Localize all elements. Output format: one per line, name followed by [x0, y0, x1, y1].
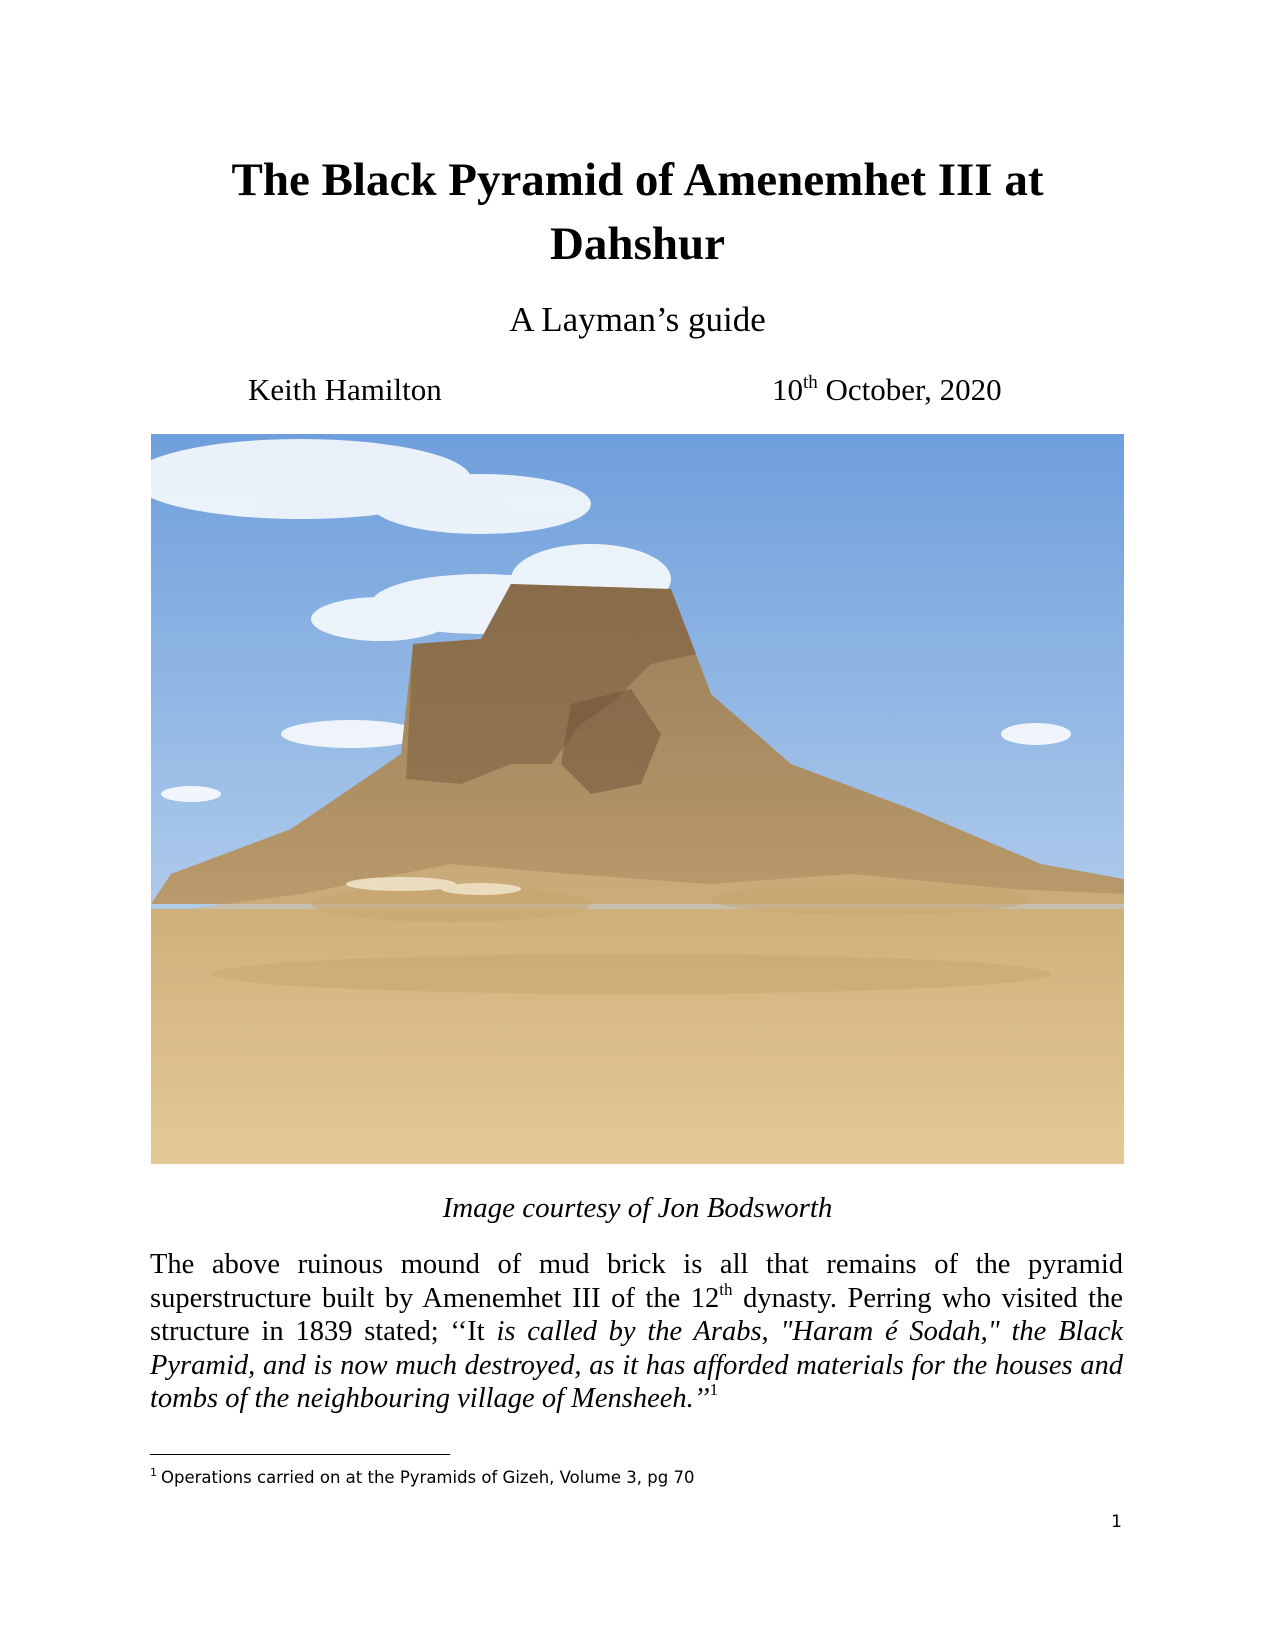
document-title: The Black Pyramid of Amenemhet III at Dahshur — [231, 154, 1044, 270]
footnote-separator — [150, 1454, 450, 1455]
pyramid-photo — [151, 434, 1124, 1164]
publication-date — [772, 370, 1002, 410]
body-paragraph — [150, 1248, 1123, 1416]
page-number: 1 — [1111, 1512, 1122, 1532]
date-rest: October, 2020 — [817, 372, 1002, 407]
paragraph-text-middle: dynasty. Perring who visited the structure in 1839 stated; ‘‘It — [150, 1282, 1123, 1348]
perring-quote: is called by the Arabs, "Haram é Sodah," the Black Pyramid, and is now much destroyed, as it has afforded materials for the houses and tombs of the neighbouring village of Mensheeh.’’ — [150, 1316, 1123, 1415]
footnote-text: Operations carried on at the Pyramids of Gizeh, Volume 3, pg 70 — [161, 1468, 695, 1487]
footnote-marker: 1 — [150, 1466, 157, 1479]
footnote-reference: 1 — [709, 1380, 719, 1400]
dynasty-ordinal: th — [719, 1279, 733, 1299]
footnote — [150, 1466, 694, 1490]
paragraph-text-start: The above ruinous mound of mud brick is all that remains of the pyramid superstructure built by Amenemhet III of the 12 — [150, 1249, 1123, 1314]
author-name: Keith Hamilton — [248, 372, 442, 407]
date-ordinal: th — [803, 372, 818, 393]
image-caption: Image courtesy of Jon Bodsworth — [442, 1192, 833, 1224]
date-day: 10 — [772, 372, 803, 407]
document-subtitle: A Layman’s guide — [509, 300, 766, 339]
